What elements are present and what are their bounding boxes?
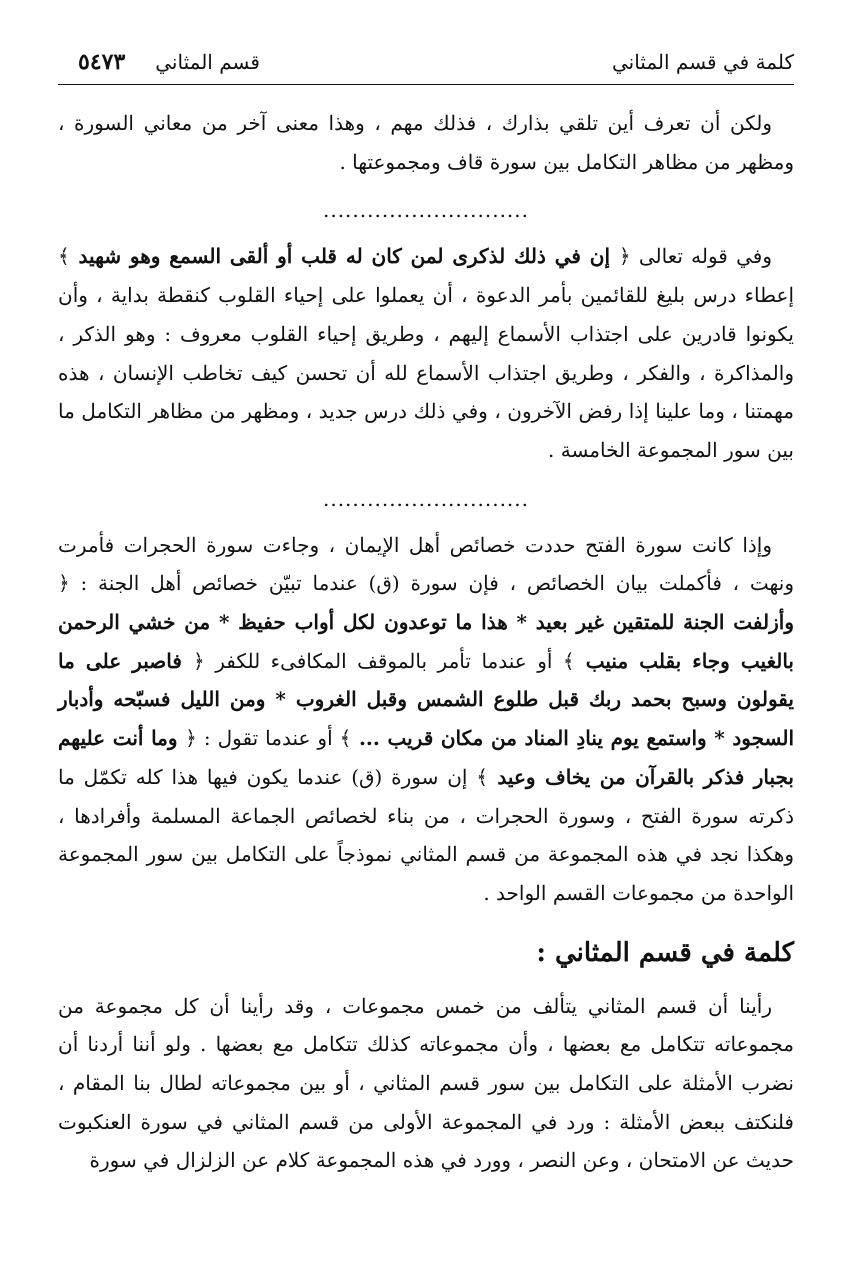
ornate-bracket-close: ﴾: [339, 726, 352, 751]
separator-dots: ............................: [322, 486, 529, 511]
ornate-bracket-open: ﴿: [185, 726, 197, 751]
ornate-bracket-close: ﴾: [58, 244, 70, 269]
separator-dots: ............................: [322, 198, 529, 223]
ornate-bracket-close: ﴾: [476, 764, 488, 789]
ornate-bracket-close: ﴾: [562, 648, 575, 673]
p3-text-a: وإذا كانت سورة الفتح حددت خصائص أهل الإيمان ، وجاءت سورة الحجرات فأمرت ونهت ، فأكملت بيان الخصائص ، فإن سورة (ق) عندما تبيّن خصائص أهل الجنة :: [58, 532, 794, 596]
paragraph-1: ولكن أن تعرف أين تلقي بذارك ، فذلك مهم ، وهذا معنى آخر من معاني السورة ، ومظهر من مظاهر التكامل بين سورة قاف ومجموعتها .: [58, 111, 794, 174]
page-header: [78, 42, 794, 82]
section-title: قسم المثاني: [155, 50, 260, 74]
p3-text-c: أو عندما تقول :: [196, 726, 340, 751]
paragraph-3: [58, 526, 794, 913]
quran-verse: وأزلفت الجنة للمتقين غير بعيد * هذا ما توعدون لكل أواب حفيظ * من خشي الرحمن بالغيب وجاء بقلب منيب: [58, 610, 794, 673]
p2-text: إعطاء درس بليغ للقائمين بأمر الدعوة ، أن يعملوا على إحياء القلوب كنقطة بداية ، وأن يكونوا قادرين على اجتذاب الأسماع إليهم ، وطريق إحياء القلوب معروف : وهو الذكر ، والمذاكرة ، والفكر ، وطريق اجتذاب الأسماع لله أن تحسن كيف تخاطب الإنسان ، هذه مهمتنا ، وما علينا إذا رفض الآخرون ، وفي ذلك درس جديد ، ومظهر من مظاهر التكامل ما بين سور المجموعة الخامسة .: [58, 283, 795, 462]
quran-verse: وما أنت عليهم بجبار فذكر بالقرآن من يخاف وعيد: [58, 726, 794, 789]
p3-text-d: إن سورة (ق) عندما يكون فيها هذا كله تكمّل ما ذكرته سورة الفتح ، وسورة الحجرات ، من بناء لخصائص الجماعة المسلمة وأفرادها ، وهكذا نجد في هذه المجموعة من قسم المثاني نموذجاً على التكامل بين سور المجموعة الواحدة من مجموعات القسم الواحد .: [58, 764, 794, 905]
page-body: [58, 104, 794, 1180]
header-rule: [58, 84, 794, 85]
p3-text-b: أو عندما تأمر بالموقف المكافىء للكفر: [204, 648, 563, 673]
ornate-bracket-open: ﴿: [58, 571, 70, 596]
paragraph-4: رأينا أن قسم المثاني يتألف من خمس مجموعات ، وقد رأينا أن كل مجموعة من مجموعاته تتكامل مع بعضها ، وأن مجموعاته كذلك تتكامل مع بعضها . ولو أننا أردنا أن نضرب الأمثلة على التكامل بين سور قسم المثاني ، أو بين مجموعاته لطال بنا المقام ، فلنكتف ببعض الأمثلة : ورد في المجموعة الأولى من قسم المثاني في سورة العنكبوت حديث عن الامتحان ، وعن النصر ، وورد في هذه المجموعة كلام عن الزلزال في سورة: [58, 993, 795, 1173]
section-heading: كلمة في قسم المثاني :: [536, 937, 794, 968]
ornate-bracket-open: ﴿: [193, 648, 205, 673]
ornate-bracket-open: ﴿: [618, 244, 631, 269]
quran-verse: فاصبر على ما يقولون وسبح بحمد ربك قبل طلوع الشمس وقبل الغروب * ومن الليل فسبّحه وأدبار السجود * واستمع يوم ينادِ المناد من مكان قريب ...: [58, 648, 794, 751]
page-number: ٥٤٧٣: [78, 49, 126, 75]
running-title: كلمة في قسم المثاني: [611, 50, 794, 74]
quran-verse: إن في ذلك لذكرى لمن كان له قلب أو ألقى السمع وهو شهيد: [69, 244, 619, 269]
p2-lead: وفي قوله تعالى: [630, 244, 772, 269]
paragraph-2: [58, 237, 794, 469]
